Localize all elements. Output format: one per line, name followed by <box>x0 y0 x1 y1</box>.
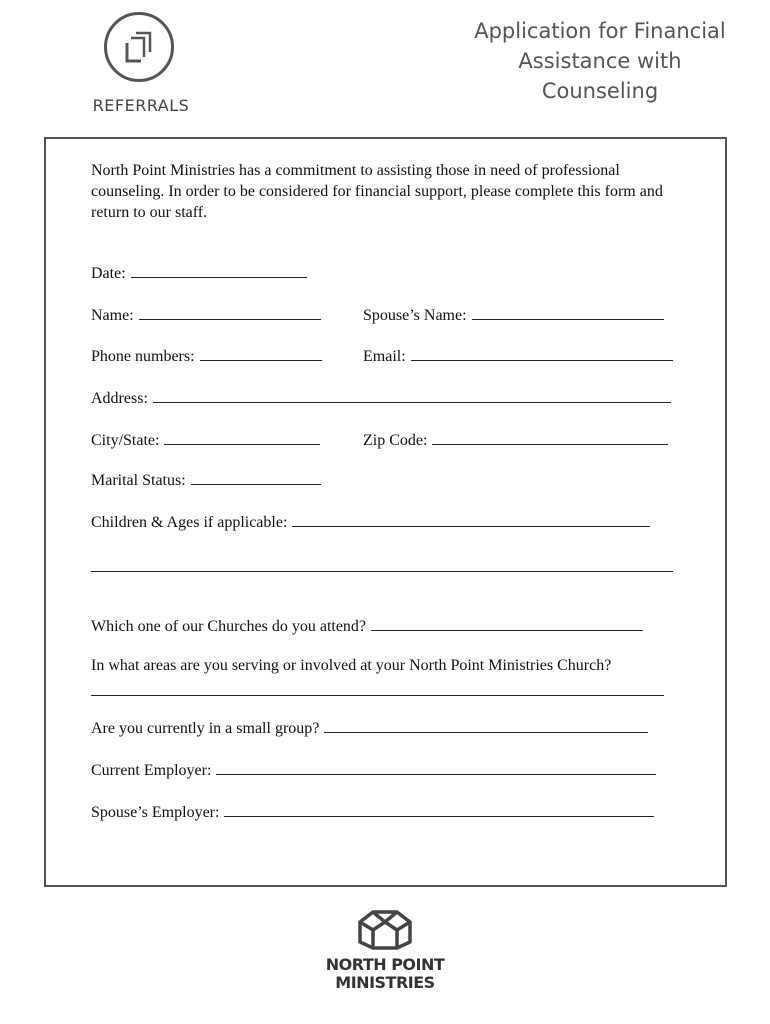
marital-status-input-line[interactable] <box>191 470 321 485</box>
employer-input-line[interactable] <box>216 760 656 775</box>
name-field <box>91 305 321 325</box>
address-input-line[interactable] <box>153 388 671 403</box>
north-point-logo <box>300 908 470 998</box>
children-input-line[interactable] <box>292 512 650 527</box>
city-state-label: City/State: <box>91 432 160 449</box>
title-line-3: Counseling <box>541 79 659 103</box>
children-field <box>91 512 650 532</box>
phone-input-line[interactable] <box>200 346 322 361</box>
document-title <box>440 16 760 106</box>
name-label: Name: <box>91 307 134 324</box>
zip-field <box>363 430 668 450</box>
children-label: Children & Ages if applicable: <box>91 514 288 531</box>
intro-paragraph: North Point Ministries has a commitment to assisting those in need of professional counseling. In order to be considered for financial support, please complete this form and return to our staff. <box>91 162 663 221</box>
spouse-name-label: Spouse’s Name: <box>363 307 467 324</box>
phone-field <box>91 346 322 366</box>
children-extra-line[interactable] <box>91 571 673 572</box>
employer-label: Current Employer: <box>91 762 212 779</box>
small-group-field <box>91 718 648 738</box>
spouse-employer-input-line[interactable] <box>224 802 654 817</box>
spouse-employer-label: Spouse’s Employer: <box>91 804 220 821</box>
date-input-line[interactable] <box>131 263 307 278</box>
north-point-icon <box>356 908 414 952</box>
title-line-2: Assistance with <box>518 49 682 73</box>
city-state-input-line[interactable] <box>164 430 320 445</box>
spouse-name-field <box>363 305 664 325</box>
org-name-line-2: MINISTRIES <box>335 973 435 992</box>
org-name-line-1: NORTH POINT <box>325 955 445 974</box>
date-field <box>91 263 307 283</box>
marital-status-field <box>91 470 321 490</box>
small-group-label: Are you currently in a small group? <box>91 720 320 737</box>
marital-status-label: Marital Status: <box>91 472 186 489</box>
church-field <box>91 616 643 636</box>
serving-field <box>91 656 611 676</box>
serving-input-line[interactable] <box>91 695 664 696</box>
city-state-field <box>91 430 320 450</box>
zip-input-line[interactable] <box>432 430 668 445</box>
north-point-name <box>300 956 470 992</box>
referrals-logo <box>86 10 196 120</box>
date-label: Date: <box>91 265 126 282</box>
spouse-employer-field <box>91 802 654 822</box>
church-label: Which one of our Churches do you attend? <box>91 618 367 635</box>
name-input-line[interactable] <box>139 305 321 320</box>
zip-label: Zip Code: <box>363 432 428 449</box>
title-line-1: Application for Financial <box>474 19 726 43</box>
email-label: Email: <box>363 348 406 365</box>
referrals-icon <box>104 12 174 82</box>
address-label: Address: <box>91 390 148 407</box>
church-input-line[interactable] <box>371 616 643 631</box>
email-field <box>363 346 673 366</box>
address-field <box>91 388 671 408</box>
serving-label: In what areas are you serving or involved at your North Point Ministries Church? <box>91 657 612 674</box>
small-group-input-line[interactable] <box>324 718 648 733</box>
referrals-label: REFERRALS <box>92 96 190 115</box>
spouse-name-input-line[interactable] <box>472 305 664 320</box>
phone-label: Phone numbers: <box>91 348 195 365</box>
employer-field <box>91 760 656 780</box>
email-input-line[interactable] <box>411 346 673 361</box>
